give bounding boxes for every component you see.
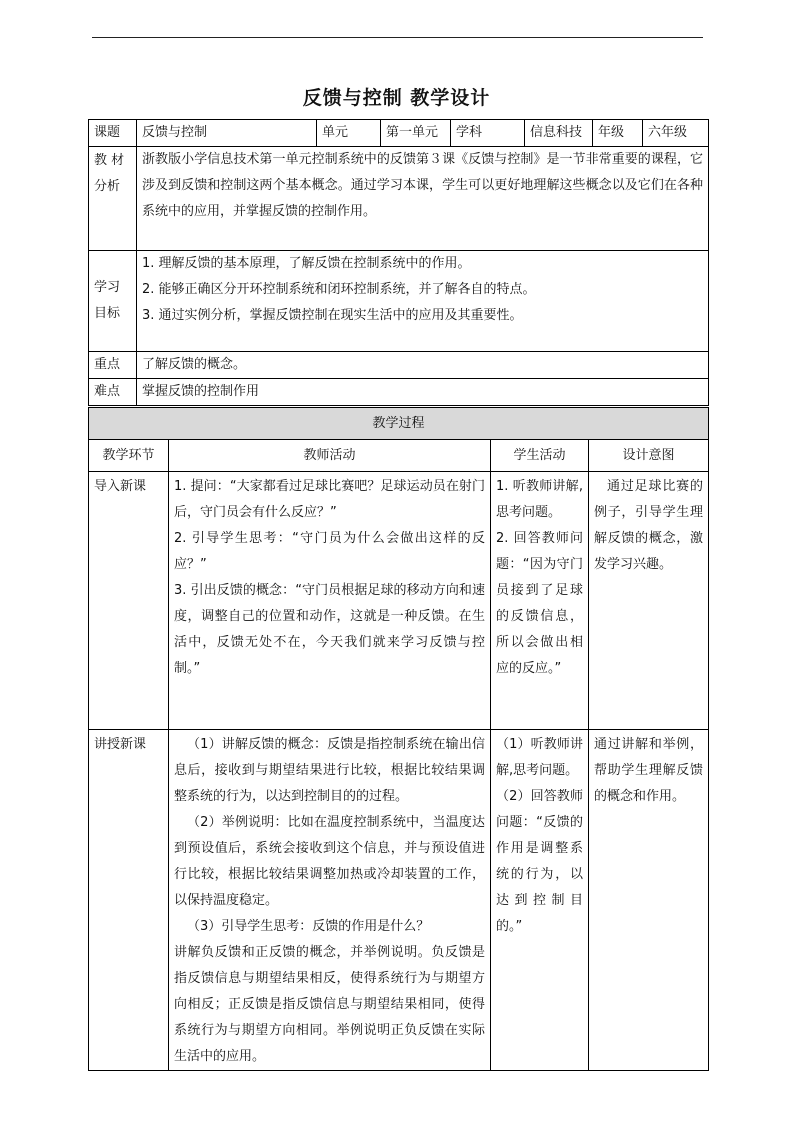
header-stage: 教学环节 bbox=[89, 440, 169, 472]
stage-cell: 讲授新课 bbox=[89, 730, 169, 1071]
difficulty-value: 掌握反馈的控制作用 bbox=[137, 379, 709, 406]
process-row-new-lesson bbox=[89, 730, 709, 1071]
goals-list bbox=[137, 251, 709, 352]
info-row-key bbox=[89, 352, 709, 379]
lesson-info-table bbox=[88, 119, 709, 406]
student-step: 2. 回答教师问题：“因为守门员接到了足球的反馈信息，所以会做出相应的反应。” bbox=[496, 531, 583, 676]
unit-value: 第一单元 bbox=[381, 120, 451, 147]
process-section-title: 教学过程 bbox=[89, 408, 709, 440]
student-step: （1）听教师讲解,思考问题。 bbox=[496, 737, 583, 778]
teaching-process-table bbox=[88, 407, 709, 1071]
design-intent-text: 通过足球比赛的例子，引导学生理解反馈的概念，激发学习兴趣。 bbox=[594, 479, 704, 572]
student-activity-cell bbox=[491, 730, 589, 1071]
subject-label: 学科 bbox=[451, 120, 525, 147]
student-activity-cell bbox=[491, 472, 589, 730]
teacher-step: 2. 引导学生思考：“守门员为什么会做出这样的反应？” bbox=[174, 531, 485, 572]
header-teacher-activity: 教师活动 bbox=[169, 440, 491, 472]
teacher-activity-cell bbox=[169, 472, 491, 730]
analysis-text: 浙教版小学信息技术第一单元控制系统中的反馈第３课《反馈与控制》是一节非常重要的课程，它涉及到反馈和控制这两个基本概念。通过学习本课，学生可以更好地理解这些概念以及它们在各种系统中的应用，并掌握反馈的控制作用。 bbox=[137, 147, 709, 251]
header-rule bbox=[92, 37, 703, 38]
info-row-analysis bbox=[89, 147, 709, 251]
difficulty-label: 难点 bbox=[89, 379, 137, 406]
student-step: 1. 听教师讲解,思考问题。 bbox=[496, 479, 583, 520]
goals-label bbox=[89, 251, 137, 352]
teacher-step: （2）举例说明：比如在温度控制系统中，当温度达到预设值后，系统会接收到这个信息，并与预设值进行比较，根据比较结果调整加热或冷却装置的工作，以保持温度稳定。 bbox=[174, 815, 485, 908]
design-intent-text: 通过讲解和举例，帮助学生理解反馈的概念和作用。 bbox=[594, 737, 704, 804]
student-step: （2）回答教师问题：“反馈的作用是调整系统的行为，以达到控制目的。” bbox=[496, 789, 583, 934]
unit-label: 单元 bbox=[317, 120, 381, 147]
lesson-value: 反馈与控制 bbox=[137, 120, 317, 147]
goals-label-line1: 学习 bbox=[94, 280, 121, 295]
goals-label-line2: 目标 bbox=[94, 306, 121, 321]
info-row-lesson bbox=[89, 120, 709, 147]
process-row-intro bbox=[89, 472, 709, 730]
teacher-step: 讲解负反馈和正反馈的概念，并举例说明。负反馈是指反馈信息与期望结果相反，使得系统行为与期望方向相反；正反馈是指反馈信息与期望结果相同，使得系统行为与期望方向相同。举例说明正负反馈在实际生活中的应用。 bbox=[174, 945, 485, 1064]
design-intent-cell bbox=[589, 472, 709, 730]
lesson-label: 课题 bbox=[89, 120, 137, 147]
stage-cell: 导入新课 bbox=[89, 472, 169, 730]
process-header-row bbox=[89, 440, 709, 472]
key-value: 了解反馈的概念。 bbox=[137, 352, 709, 379]
analysis-label-line1: 教 材 bbox=[94, 153, 125, 168]
info-row-difficulty bbox=[89, 379, 709, 406]
goal-item: 2. 能够正确区分开环控制系统和闭环控制系统，并了解各自的特点。 bbox=[142, 282, 536, 297]
teacher-step: （3）引导学生思考：反馈的作用是什么？ bbox=[187, 919, 430, 934]
header-design-intent: 设计意图 bbox=[589, 440, 709, 472]
subject-value: 信息科技 bbox=[525, 120, 593, 147]
teacher-step: 3. 引出反馈的概念：“守门员根据足球的移动方向和速度，调整自己的位置和动作，这就是一种反馈。在生活中，反馈无处不在，今天我们就来学习反馈与控制。” bbox=[174, 583, 485, 676]
analysis-label bbox=[89, 147, 137, 251]
info-row-goals bbox=[89, 251, 709, 352]
grade-label: 年级 bbox=[593, 120, 643, 147]
key-label: 重点 bbox=[89, 352, 137, 379]
teacher-activity-cell bbox=[169, 730, 491, 1071]
teacher-step: 1. 提问：“大家都看过足球比赛吧？足球运动员在射门后，守门员会有什么反应？” bbox=[174, 479, 485, 520]
process-title-row bbox=[89, 408, 709, 440]
analysis-label-line2: 分析 bbox=[94, 179, 121, 194]
goal-item: 1. 理解反馈的基本原理，了解反馈在控制系统中的作用。 bbox=[142, 256, 471, 271]
design-intent-cell bbox=[589, 730, 709, 1071]
grade-value: 六年级 bbox=[643, 120, 709, 147]
document-title: 反馈与控制 教学设计 bbox=[302, 87, 491, 109]
teacher-step: （1）讲解反馈的概念：反馈是指控制系统在输出信息后，接收到与期望结果进行比较，根据比较结果调整系统的行为，以达到控制目的的过程。 bbox=[174, 737, 485, 804]
header-student-activity: 学生活动 bbox=[491, 440, 589, 472]
goal-item: 3. 通过实例分析，掌握反馈控制在现实生活中的应用及其重要性。 bbox=[142, 308, 523, 323]
